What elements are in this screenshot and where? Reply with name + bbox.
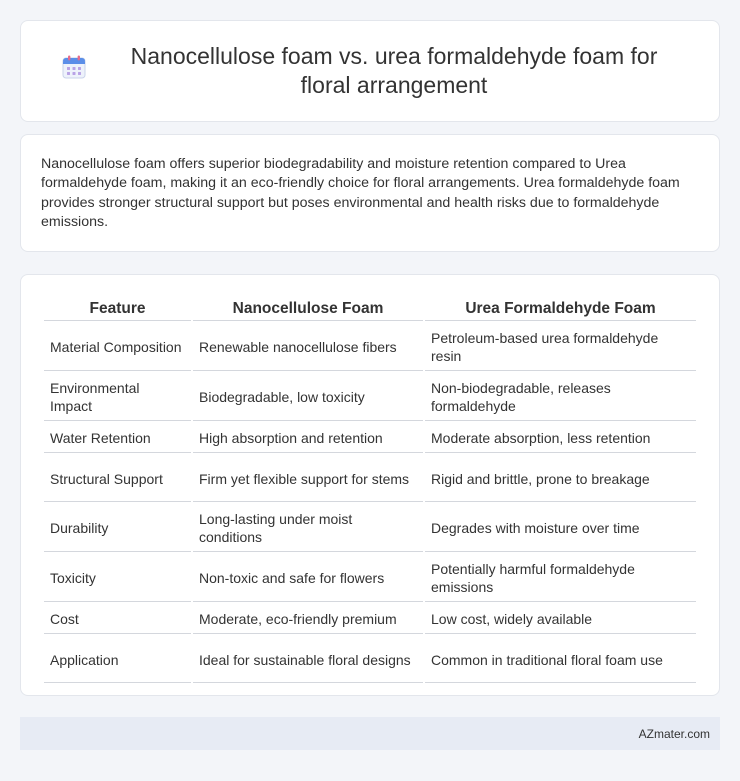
nanocellulose-cell: High absorption and retention [193, 423, 423, 453]
title-card [20, 20, 720, 122]
table-row [44, 604, 696, 634]
nanocellulose-cell: Firm yet flexible support for stems [193, 455, 423, 502]
urea-formaldehyde-cell: Common in traditional floral foam use [425, 636, 696, 683]
urea-formaldehyde-cell: Non-biodegradable, releases formaldehyde [425, 373, 696, 421]
table-row [44, 554, 696, 602]
comparison-table [42, 295, 698, 685]
table-header-row [44, 297, 696, 321]
nanocellulose-cell: Non-toxic and safe for flowers [193, 554, 423, 602]
table-row [44, 504, 696, 552]
urea-formaldehyde-cell: Degrades with moisture over time [425, 504, 696, 552]
header-feature: Feature [44, 297, 191, 321]
table-row [44, 323, 696, 371]
urea-formaldehyde-cell: Low cost, widely available [425, 604, 696, 634]
header-urea-formaldehyde: Urea Formaldehyde Foam [425, 297, 696, 321]
feature-cell: Application [44, 636, 191, 683]
urea-formaldehyde-cell: Potentially harmful formaldehyde emissions [425, 554, 696, 602]
footer-source-link[interactable]: AZmater.com [638, 726, 710, 741]
feature-cell: Environmental Impact [44, 373, 191, 421]
nanocellulose-cell: Moderate, eco-friendly premium [193, 604, 423, 634]
header-nanocellulose: Nanocellulose Foam [193, 297, 423, 321]
feature-cell: Cost [44, 604, 191, 634]
feature-cell: Toxicity [44, 554, 191, 602]
page-title: Nanocellulose foam vs. urea formaldehyde foam for floral arrangement [130, 43, 658, 98]
nanocellulose-cell: Ideal for sustainable floral designs [193, 636, 423, 683]
feature-cell: Water Retention [44, 423, 191, 453]
urea-formaldehyde-cell: Moderate absorption, less retention [425, 423, 696, 453]
nanocellulose-cell: Long-lasting under moist conditions [193, 504, 423, 552]
title-row [61, 42, 679, 100]
urea-formaldehyde-cell: Petroleum-based urea formaldehyde resin [425, 323, 696, 371]
table-row [44, 423, 696, 453]
table-row [44, 373, 696, 421]
summary-card [20, 134, 720, 252]
feature-cell: Structural Support [44, 455, 191, 502]
calendar-icon [61, 54, 87, 80]
nanocellulose-cell: Renewable nanocellulose fibers [193, 323, 423, 371]
comparison-table-card [20, 274, 720, 696]
urea-formaldehyde-cell: Rigid and brittle, prone to breakage [425, 455, 696, 502]
feature-cell: Durability [44, 504, 191, 552]
table-row [44, 636, 696, 683]
footer [20, 717, 720, 750]
table-row [44, 455, 696, 502]
summary-text: Nanocellulose foam offers superior biodegradability and moisture retention compared to Urea formaldehyde foam, making it an eco-friendly choice for floral arrangements. Urea formaldehyde foam provides stronger structural support but poses environmental and health risks due to formaldehyde emissions. [41, 156, 680, 230]
feature-cell: Material Composition [44, 323, 191, 371]
nanocellulose-cell: Biodegradable, low toxicity [193, 373, 423, 421]
